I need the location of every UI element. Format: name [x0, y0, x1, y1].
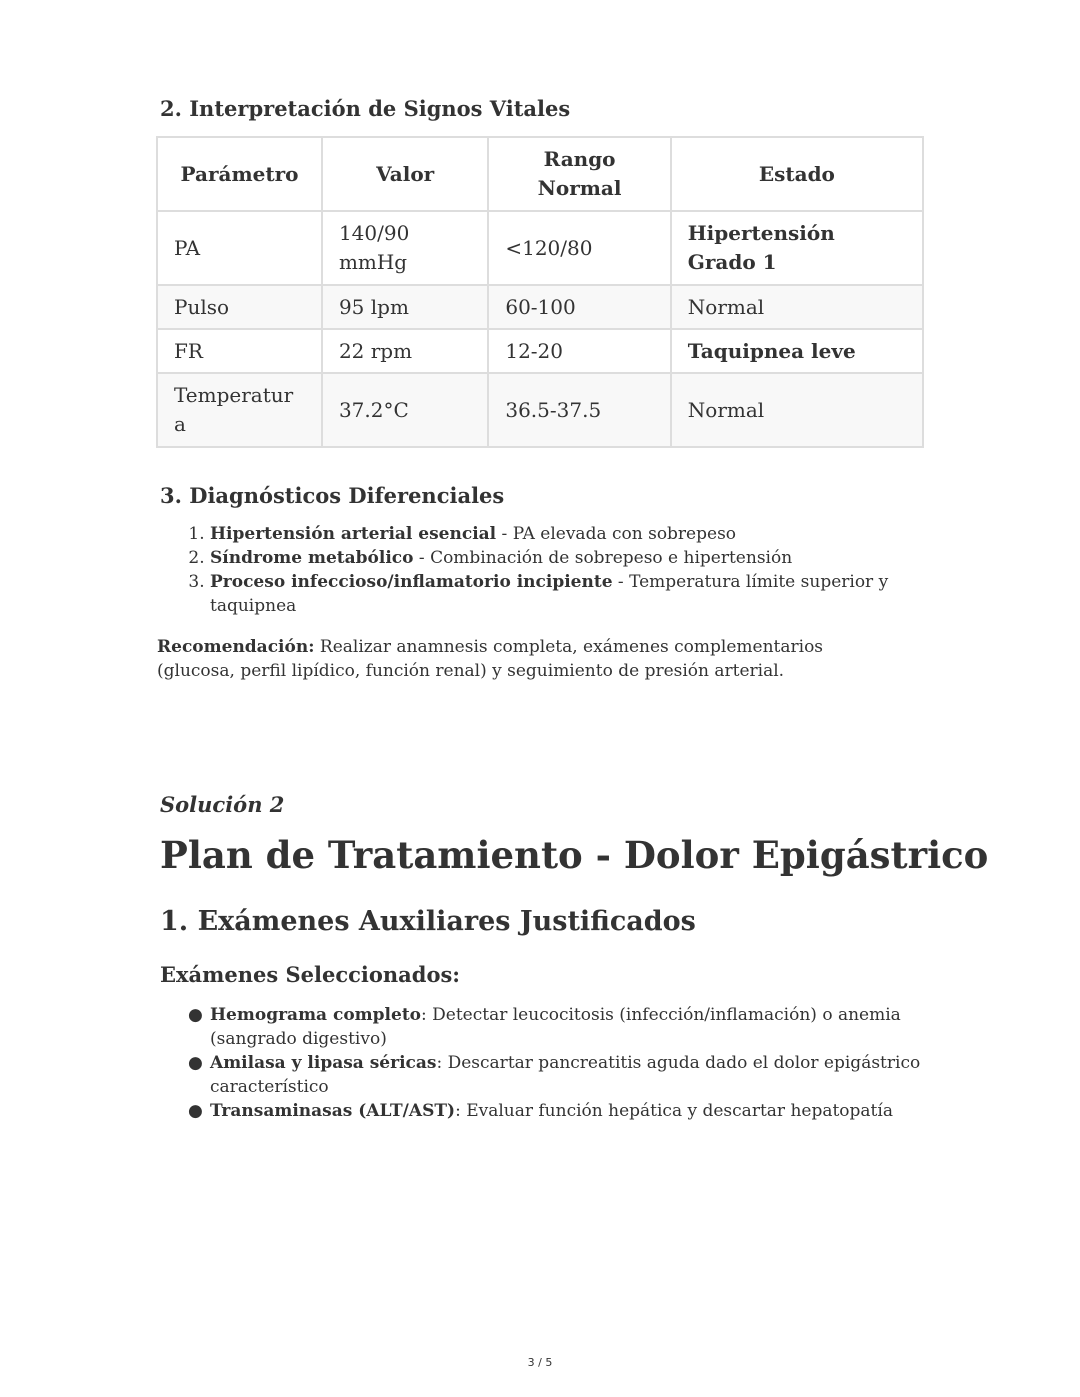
list-item [210, 546, 910, 570]
item-term: Amilasa y lipasa séricas [210, 1053, 437, 1073]
list-item [188, 1003, 930, 1051]
bullet-icon: ● [188, 1005, 203, 1025]
item-desc: - PA elevada con sobrepeso [496, 524, 737, 544]
table-row [157, 329, 923, 373]
recommendation-text: Realizar anamnesis completa, exámenes complementarios (glucosa, perfil lipídico, función renal) y seguimiento de presión arterial. [157, 637, 824, 681]
table-header-row [157, 137, 923, 211]
differential-diagnoses-heading: 3. Diagnósticos Diferenciales [160, 483, 505, 508]
cell-valor [322, 211, 488, 285]
list-item [210, 570, 910, 618]
cell-param [157, 373, 322, 447]
header-rango-text: Rango Normal [537, 147, 622, 200]
header-estado: Estado [671, 137, 923, 211]
item-desc: - Temperatura límite superior y taquipnea [210, 572, 889, 616]
table-row [157, 211, 923, 285]
recommendation-label: Recomendación: [157, 637, 315, 657]
cell-estado: Normal [671, 373, 923, 447]
cell-rango: 60-100 [488, 285, 670, 329]
bullet-icon: ● [188, 1101, 203, 1121]
list-item [188, 1051, 930, 1099]
cell-valor-text: 140/90 mmHg [338, 221, 410, 274]
cell-valor: 22 rpm [322, 329, 488, 373]
section-heading: 1. Exámenes Auxiliares Justificados [160, 906, 696, 937]
vital-signs-table [156, 136, 924, 448]
page-number: 3 / 5 [527, 1356, 553, 1369]
item-term: Proceso infeccioso/inflamatorio incipiente [210, 572, 613, 592]
item-term: Síndrome metabólico [210, 548, 414, 568]
cell-estado: Normal [671, 285, 923, 329]
item-desc: : Detectar leucocitosis (infección/inflamación) o anemia (sangrado digestivo) [210, 1005, 901, 1049]
cell-param: FR [157, 329, 322, 373]
cell-estado: Taquipnea leve [671, 329, 923, 373]
cell-rango: 36.5-37.5 [488, 373, 670, 447]
header-parametro: Parámetro [157, 137, 322, 211]
cell-estado: Hipertensión Grado 1 [671, 211, 923, 285]
cell-valor: 37.2°C [322, 373, 488, 447]
table-row [157, 373, 923, 447]
item-term: Hemograma completo [210, 1005, 422, 1025]
cell-param: Pulso [157, 285, 322, 329]
item-desc: - Combinación de sobrepeso e hipertensión [413, 548, 793, 568]
differential-diagnoses-list [170, 522, 910, 618]
list-item [188, 1099, 930, 1123]
list-item [210, 522, 910, 546]
exams-list [170, 1003, 930, 1123]
subsection-heading: Exámenes Seleccionados: [160, 962, 461, 987]
cell-rango: <120/80 [488, 211, 670, 285]
page-title: Plan de Tratamiento - Dolor Epigástrico [160, 833, 989, 877]
cell-valor: 95 lpm [322, 285, 488, 329]
cell-param: PA [157, 211, 322, 285]
item-desc: : Evaluar función hepática y descartar hepatopatía [455, 1101, 893, 1121]
cell-param-text: Temperatura [174, 383, 294, 436]
vital-signs-heading: 2. Interpretación de Signos Vitales [160, 96, 571, 121]
table-row [157, 285, 923, 329]
cell-rango: 12-20 [488, 329, 670, 373]
recommendation [157, 635, 897, 683]
item-term: Transaminasas (ALT/AST) [210, 1101, 456, 1121]
item-term: Hipertensión arterial esencial [210, 524, 497, 544]
header-valor: Valor [322, 137, 488, 211]
item-desc: : Descartar pancreatitis aguda dado el dolor epigástrico característico [210, 1053, 921, 1097]
header-rango [488, 137, 670, 211]
bullet-icon: ● [188, 1053, 203, 1073]
solution-label: Solución 2 [160, 792, 285, 817]
